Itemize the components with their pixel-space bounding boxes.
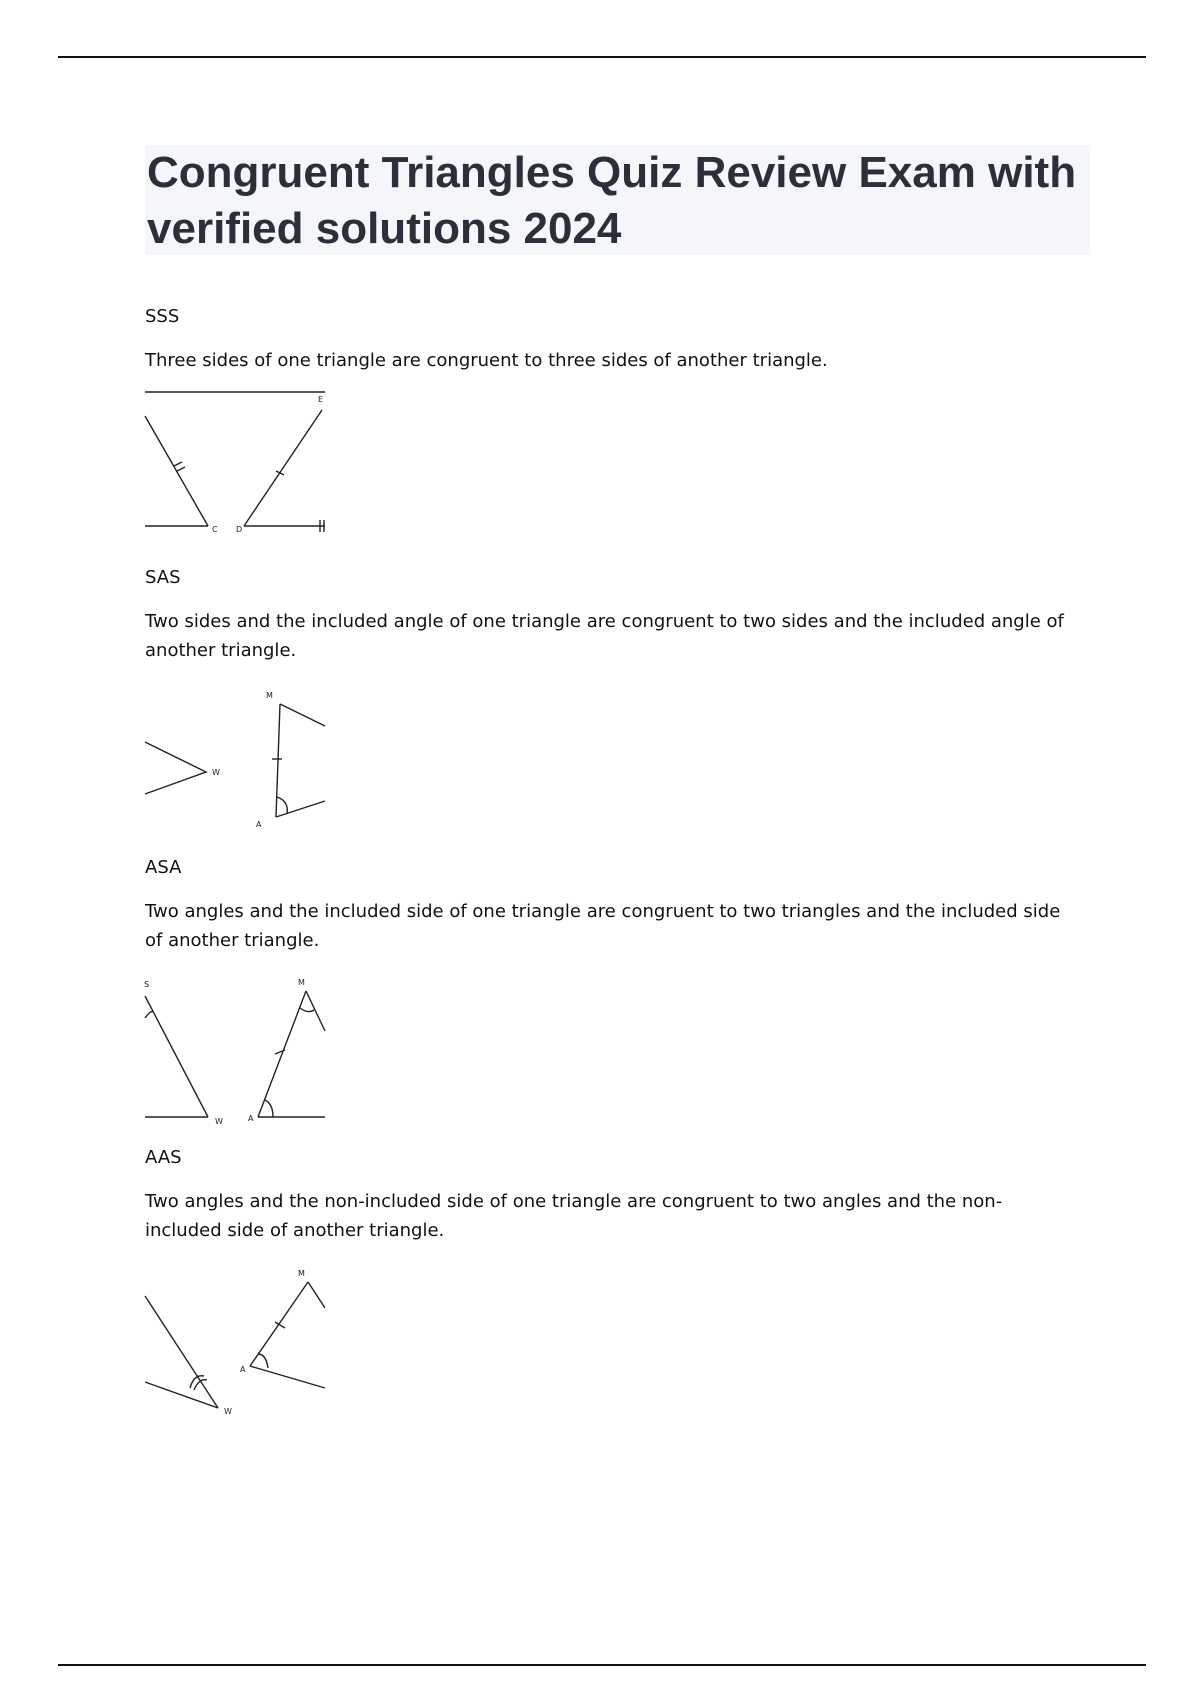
term-sss: SSS <box>145 306 180 327</box>
term-asa: ASA <box>145 857 182 878</box>
footer-rule <box>58 1664 1146 1666</box>
figure-line <box>276 801 325 817</box>
vertex-label: S <box>144 980 150 989</box>
figure-line <box>145 416 208 526</box>
figure-line <box>250 1366 325 1388</box>
figure-line <box>145 1296 218 1408</box>
vertex-label: M <box>266 691 273 700</box>
vertex-label: C <box>212 525 218 534</box>
term-sas: SAS <box>145 567 181 588</box>
vertex-label: W <box>212 768 220 777</box>
definition-asa: Two angles and the included side of one triangle are congruent to two triangles and the included side of another triangle. <box>145 901 1061 951</box>
figure-sss <box>140 388 340 538</box>
vertex-label: A <box>248 1114 254 1123</box>
document-title: Congruent Triangles Quiz Review Exam with verified solutions 2024 <box>147 148 1077 253</box>
figure-line <box>258 991 306 1117</box>
angle-arc <box>258 1354 268 1368</box>
term-aas: AAS <box>145 1147 182 1168</box>
vertex-label: A <box>240 1365 246 1374</box>
figure-line <box>244 410 322 526</box>
vertex-label: M <box>298 978 305 987</box>
definition-sas: Two sides and the included angle of one triangle are congruent to two sides and the included angle of another triangle. <box>145 611 1064 661</box>
vertex-label: A <box>256 820 262 829</box>
vertex-label: M <box>298 1269 305 1278</box>
figure-line <box>145 1382 218 1408</box>
angle-arc <box>277 797 287 814</box>
figure-line <box>145 742 206 794</box>
vertex-label: W <box>224 1407 232 1416</box>
figure-line <box>280 704 325 726</box>
vertex-label: D <box>236 525 243 534</box>
header-rule <box>58 56 1146 58</box>
figure-asa <box>140 976 340 1126</box>
figure-sas <box>140 686 340 836</box>
title-block <box>145 145 1090 255</box>
figure-line <box>276 704 280 817</box>
figure-aas <box>140 1266 340 1416</box>
definition-aas: Two angles and the non-included side of one triangle are congruent to two angles and the non-included side of another triangle. <box>145 1191 1003 1241</box>
figure-line <box>145 996 208 1117</box>
vertex-label: E <box>318 395 324 404</box>
figure-line <box>308 1282 325 1308</box>
angle-arc <box>300 1008 314 1012</box>
vertex-label: W <box>215 1117 223 1126</box>
angle-arc <box>145 1012 153 1018</box>
angle-arc <box>265 1100 273 1117</box>
definition-sss: Three sides of one triangle are congruent to three sides of another triangle. <box>145 350 828 371</box>
